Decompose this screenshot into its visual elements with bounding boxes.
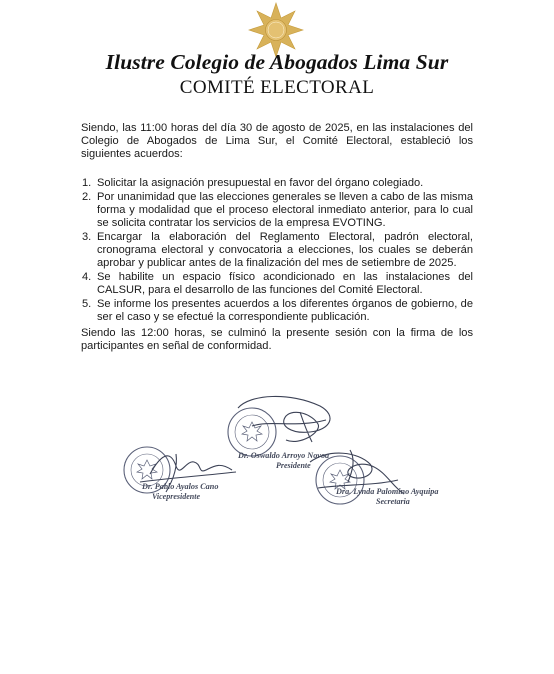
institution-title: Ilustre Colegio de Abogados Lima Sur xyxy=(105,50,449,74)
list-item xyxy=(81,191,473,231)
list-item-number: 2. xyxy=(82,190,92,203)
president-stamp-icon xyxy=(228,408,276,456)
list-item-text: Por unanimidad que las elecciones generales se lleven a cabo de las misma forma y modalidad que el proceso electoral inmediato anterior, para lo cual se solicita contratar los servicios de la empresa EVOTING. xyxy=(97,190,473,230)
list-item-text: Se informe los presentes acuerdos a los diferentes órganos de gobierno, de ser el caso y se efectué la correspondiente publicación. xyxy=(97,297,473,324)
list-item xyxy=(81,231,473,271)
list-item xyxy=(81,177,473,190)
list-item xyxy=(81,271,473,297)
secretary-stamp-icon xyxy=(316,456,364,504)
signatures-block xyxy=(0,390,554,530)
committee-subtitle: COMITÉ ELECTORAL xyxy=(179,77,375,98)
secretary-name: Dra. Lynda Palomino Ayquipa xyxy=(336,487,439,496)
list-item-text: Se habilite un espacio físico acondicionado en las instalaciones del CALSUR, para el desarrollo de las funciones del Comité Electoral. xyxy=(97,270,473,297)
president-name: Dr. Oswaldo Arroyo Novoa xyxy=(238,451,330,460)
president-signature-icon xyxy=(238,396,330,442)
signature-graphics xyxy=(0,390,554,530)
vicepresident-name: Dr. Pablo Ayalos Cano xyxy=(142,482,219,491)
list-item xyxy=(81,298,473,324)
list-item-number: 4. xyxy=(82,270,92,283)
vicepresident-role: Vicepresidente xyxy=(152,492,200,501)
agreements-list xyxy=(81,177,473,325)
list-item-number: 1. xyxy=(82,177,92,189)
intro-paragraph: Siendo, las 11:00 horas del día 30 de agosto de 2025, en las instalaciones del Colegio de Abogados de Lima Sur, el Comité Electoral, estableció los siguientes acuerdos: xyxy=(81,122,473,161)
closing-paragraph: Siendo las 12:00 horas, se culminó la presente sesión con la firma de los participantes en señal de conformidad. xyxy=(81,327,473,353)
list-item-text: Encargar la elaboración del Reglamento Electoral, padrón electoral, cronograma electoral y convocatoria a elecciones, los cuales se deberán aprobar y publicar antes de la finalización del mes de setiembre de 2025. xyxy=(97,230,473,270)
secretary-role: Secretaria xyxy=(376,497,410,506)
president-role: Presidente xyxy=(276,461,311,470)
list-item-text: Solicitar la asignación presupuestal en favor del órgano colegiado. xyxy=(97,177,424,189)
list-item-number: 3. xyxy=(82,230,92,243)
list-item-number: 5. xyxy=(82,297,92,310)
